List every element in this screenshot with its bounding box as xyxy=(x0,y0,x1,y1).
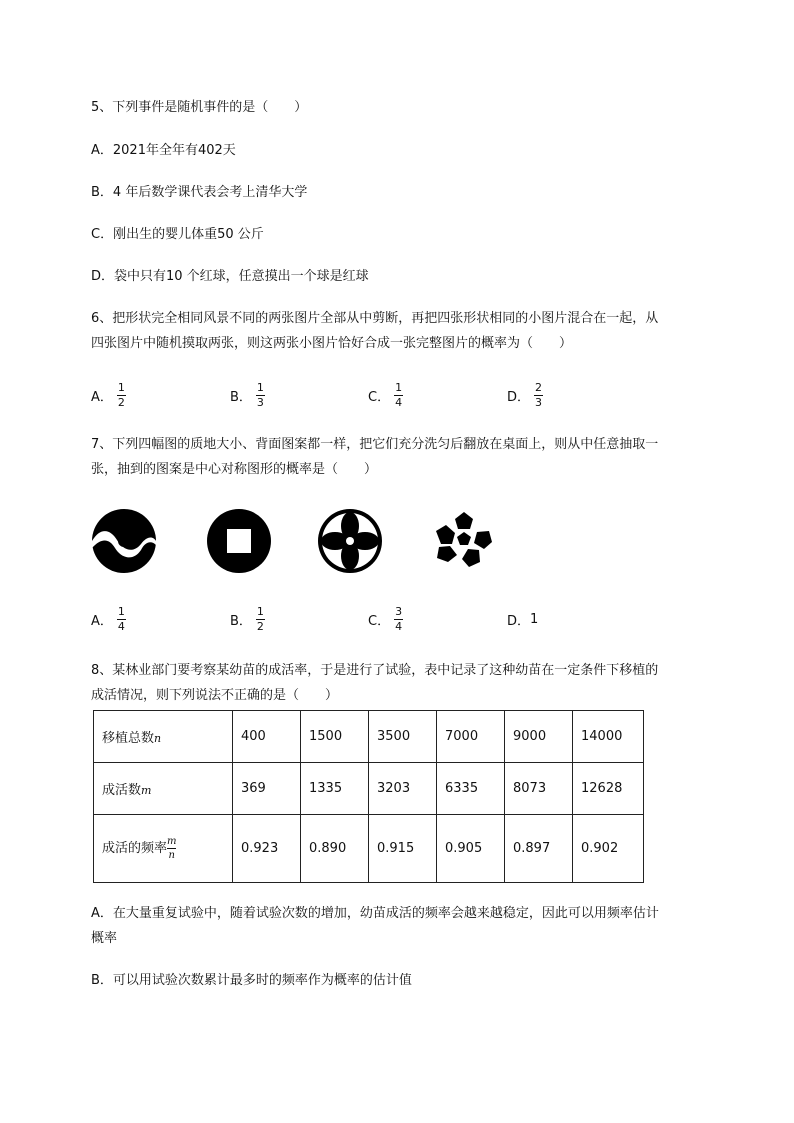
fraction xyxy=(117,382,126,409)
denominator: 3 xyxy=(535,395,543,409)
q8-option-a-line2: 概率 xyxy=(91,931,118,946)
q5-option-d: D．袋中只有10 个红球，任意摸出一个球是红球 xyxy=(91,269,369,284)
numerator: 3 xyxy=(395,604,403,618)
q6-stem-line2: 四张图片中随机摸取两张，则这两张小图片恰好合成一张完整图片的概率为（ ） xyxy=(91,336,573,351)
row-header xyxy=(94,711,233,763)
survival-table xyxy=(93,710,644,883)
four-petal-circle-icon xyxy=(317,508,383,574)
row-header xyxy=(94,815,233,883)
numerator: m xyxy=(167,836,177,847)
q6-option-a xyxy=(91,380,126,410)
table-cell: 8073 xyxy=(505,763,573,815)
denominator: 2 xyxy=(256,619,264,633)
q7-option-d xyxy=(507,604,538,634)
denominator: n xyxy=(168,850,175,861)
numerator: 1 xyxy=(117,380,125,394)
q7-figures xyxy=(91,508,511,574)
row-header xyxy=(94,763,233,815)
table-cell: 400 xyxy=(233,711,301,763)
denominator: 4 xyxy=(395,395,403,409)
numerator: 1 xyxy=(256,604,264,618)
option-label: D． xyxy=(507,613,531,629)
q7-option-b xyxy=(230,604,265,634)
option-label: B． xyxy=(230,613,252,629)
denominator: 2 xyxy=(117,395,125,409)
wave-circle-icon xyxy=(91,508,157,574)
numerator: 1 xyxy=(256,380,264,394)
table-row xyxy=(94,815,644,883)
q7-option-c xyxy=(368,604,403,634)
five-pentagon-flower-icon xyxy=(431,508,497,574)
square-hole-coin-icon xyxy=(206,508,272,574)
row-label: 移植总数 xyxy=(102,731,155,746)
variable: m xyxy=(141,784,152,797)
table-cell: 3500 xyxy=(369,711,437,763)
table-cell: 7000 xyxy=(437,711,505,763)
q6-option-d xyxy=(507,380,543,410)
fraction xyxy=(394,382,403,409)
table-cell: 6335 xyxy=(437,763,505,815)
option-label: A． xyxy=(91,613,113,629)
table-cell: 0.905 xyxy=(437,815,505,883)
row-label: 成活的频率 xyxy=(102,841,168,856)
option-label: C． xyxy=(368,389,391,405)
numerator: 1 xyxy=(117,604,125,618)
fraction xyxy=(534,382,543,409)
option-label: A． xyxy=(91,389,113,405)
q6-option-c xyxy=(368,380,403,410)
q8-option-b: B．可以用试验次数累计最多时的频率作为概率的估计值 xyxy=(91,973,412,988)
option-label: B． xyxy=(230,389,252,405)
table-cell: 0.915 xyxy=(369,815,437,883)
table-cell: 9000 xyxy=(505,711,573,763)
table-row xyxy=(94,763,644,815)
q5-option-c: C．刚出生的婴儿体重50 公斤 xyxy=(91,227,264,242)
fraction xyxy=(256,606,265,633)
denominator: 3 xyxy=(256,395,264,409)
table-cell: 14000 xyxy=(573,711,644,763)
table-row xyxy=(94,711,644,763)
numerator: 1 xyxy=(395,380,403,394)
table-cell: 3203 xyxy=(369,763,437,815)
table-cell: 0.897 xyxy=(505,815,573,883)
denominator: 4 xyxy=(117,619,125,633)
option-value: 1 xyxy=(530,611,539,627)
q7-stem-line2: 张，抽到的图案是中心对称图形的概率是（ ） xyxy=(91,462,378,477)
q8-stem-line2: 成活情况，则下列说法不正确的是（ ） xyxy=(91,688,339,703)
fraction xyxy=(117,606,126,633)
table-cell: 0.923 xyxy=(233,815,301,883)
q5-stem: 5、下列事件是随机事件的是（ ） xyxy=(91,100,308,115)
table-cell: 1500 xyxy=(301,711,369,763)
option-label: C． xyxy=(368,613,391,629)
table-cell: 0.890 xyxy=(301,815,369,883)
q8-stem-line1: 8、某林业部门要考察某幼苗的成活率，于是进行了试验，表中记录了这种幼苗在一定条件下移植的 xyxy=(91,663,659,678)
q5-option-a: A．2021年全年有402天 xyxy=(91,143,236,158)
table-cell: 0.902 xyxy=(573,815,644,883)
q7-option-a xyxy=(91,604,126,634)
table-cell: 12628 xyxy=(573,763,644,815)
q6-stem-line1: 6、把形状完全相同风景不同的两张图片全部从中剪断，再把四张形状相同的小图片混合在一起，从 xyxy=(91,311,659,326)
fraction xyxy=(394,606,403,633)
q8-option-a-line1: A．在大量重复试验中，随着试验次数的增加，幼苗成活的频率会越来越稳定，因此可以用频率估计 xyxy=(91,906,659,921)
variable: n xyxy=(154,732,162,745)
option-label: D． xyxy=(507,389,531,405)
q7-stem-line1: 7、下列四幅图的质地大小、背面图案都一样，把它们充分洗匀后翻放在桌面上，则从中任意抽取一 xyxy=(91,437,659,452)
table-cell: 1335 xyxy=(301,763,369,815)
q5-option-b: B．4 年后数学课代表会考上清华大学 xyxy=(91,185,308,200)
table-cell: 369 xyxy=(233,763,301,815)
denominator: 4 xyxy=(395,619,403,633)
numerator: 2 xyxy=(535,380,543,394)
q6-option-b xyxy=(230,380,265,410)
fraction xyxy=(256,382,265,409)
fraction xyxy=(167,836,176,861)
row-label: 成活数 xyxy=(102,783,142,798)
